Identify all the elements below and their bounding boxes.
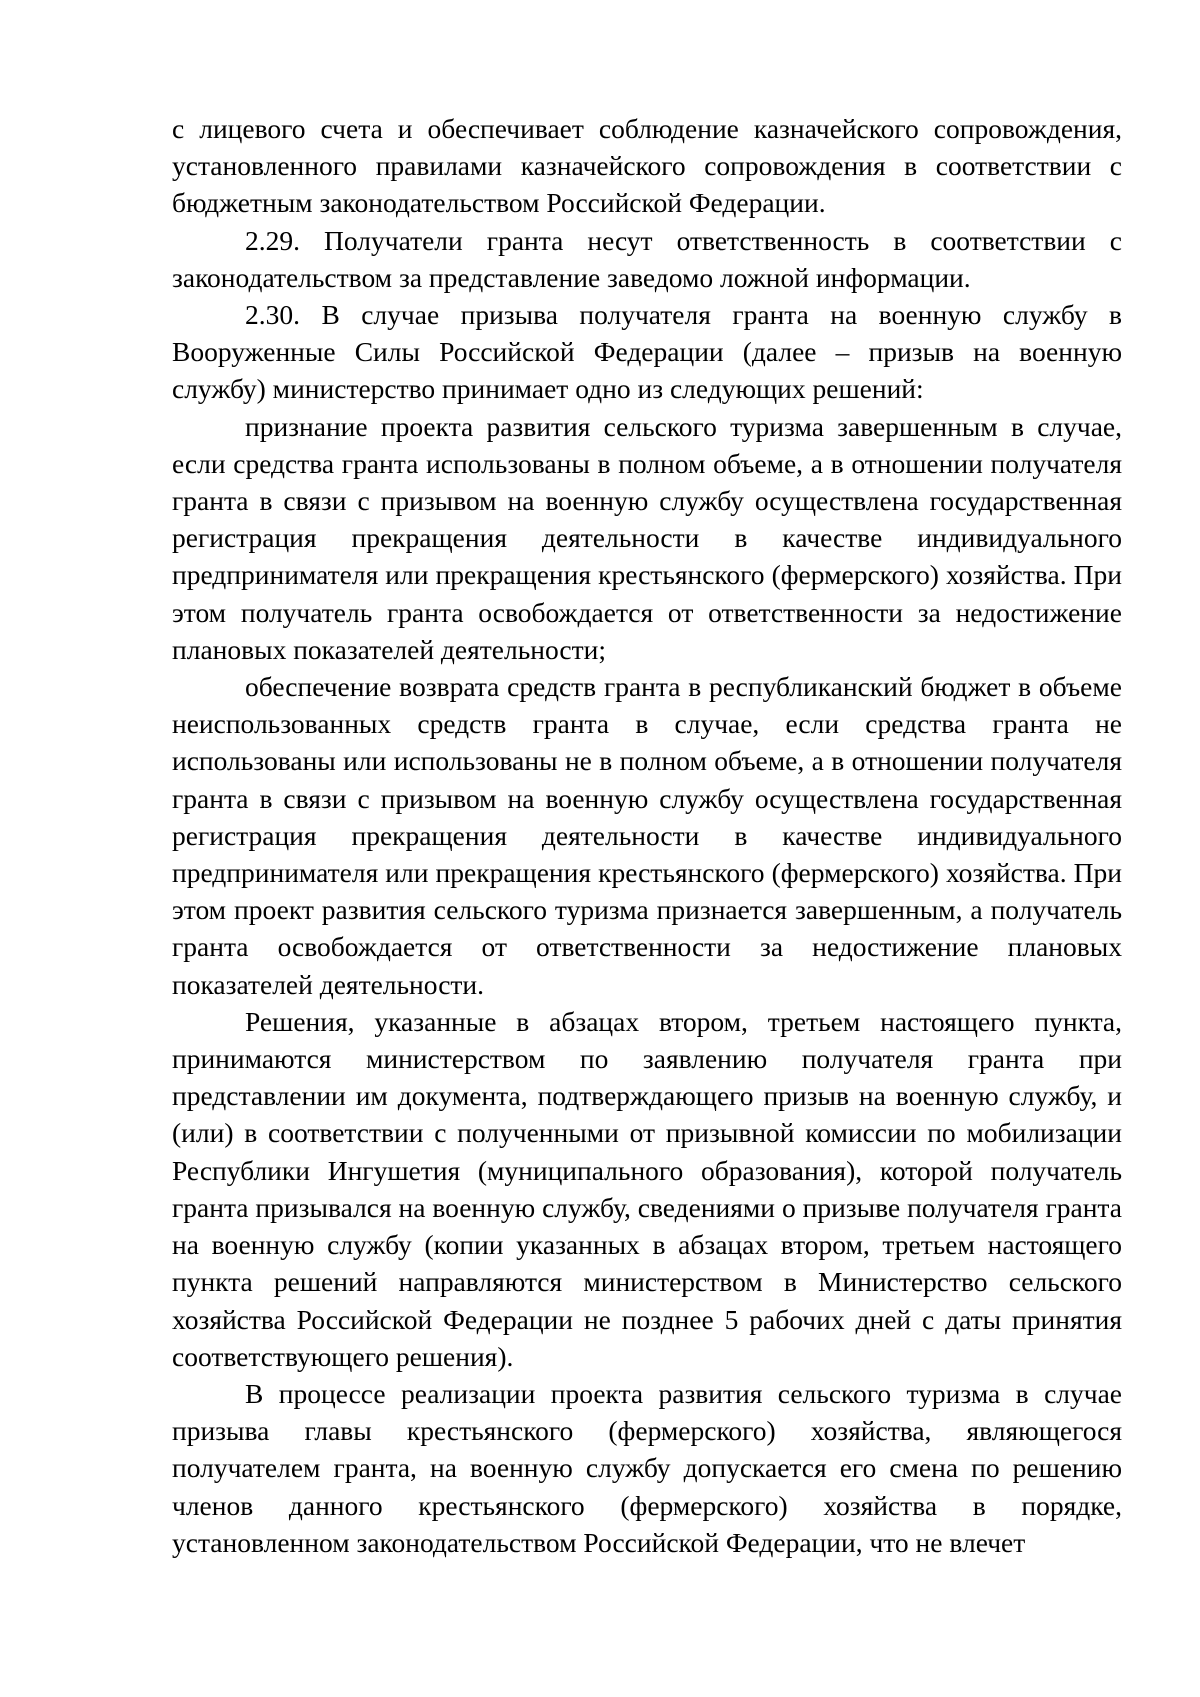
paragraph-continuation: с лицевого счета и обеспечивает соблюдение казначейского сопровождения, установленного правилами казначейского сопровождения в соответствии с бюджетным законодательством Российской Федерации. [172,113,1122,219]
paragraph-decisions-procedure: Решения, указанные в абзацах втором, третьем настоящего пункта, принимаются министерством по заявлению получателя гранта при представлении им документа, подтверждающего призыв на военную службу, и (или) в соответствии с полученными от призывной комиссии по мобилизации Республики Ингушетия (муниципального образования), которой получатель гранта призывался на военную службу, сведениями о призыве получателя гранта на военную службу (копии указанных в абзацах втором, третьем настоящего пункта решений направляются министерством в Министерство сельского хозяйства Российской Федерации не позднее 5 рабочих дней с даты принятия соответствующего решения). [172,1005,1122,1372]
document-page [172,110,1122,1561]
paragraph-item-2-30: 2.30. В случае призыва получателя гранта на военную службу в Вооруженные Силы Российской Федерации (далее – призыв на военную службу) министерство принимает одно из следующих решений: [172,299,1122,405]
paragraph-head-replacement: В процессе реализации проекта развития сельского туризма в случае призыва главы крестьянского (фермерского) хозяйства, являющегося получателем гранта, на военную службу допускается его смена по решению членов данного крестьянского (фермерского) хозяйства в порядке, установленном законодательством Российской Федерации, что не влечет [172,1377,1122,1558]
paragraph-item-2-29: 2.29. Получатели гранта несут ответственность в соответствии с законодательством за представление заведомо ложной информации. [172,224,1122,293]
paragraph-decision-completed: признание проекта развития сельского туризма завершенным в случае, если средства гранта использованы в полном объеме, а в отношении получателя гранта в связи с призывом на военную службу осуществлена государственная регистрация прекращения деятельности в качестве индивидуального предпринимателя или прекращения крестьянского (фермерского) хозяйства. При этом получатель гранта освобождается от ответственности за недостижение плановых показателей деятельности; [172,410,1122,665]
paragraph-decision-refund: обеспечение возврата средств гранта в республиканский бюджет в объеме неиспользованных средств гранта в случае, если средства гранта не использованы или использованы не в полном объеме, а в отношении получателя гранта в связи с призывом на военную службу осуществлена государственная регистрация прекращения деятельности в качестве индивидуального предпринимателя или прекращения крестьянского (фермерского) хозяйства. При этом проект развития сельского туризма признается завершенным, а получатель гранта освобождается от ответственности за недостижение плановых показателей деятельности. [172,671,1122,1000]
